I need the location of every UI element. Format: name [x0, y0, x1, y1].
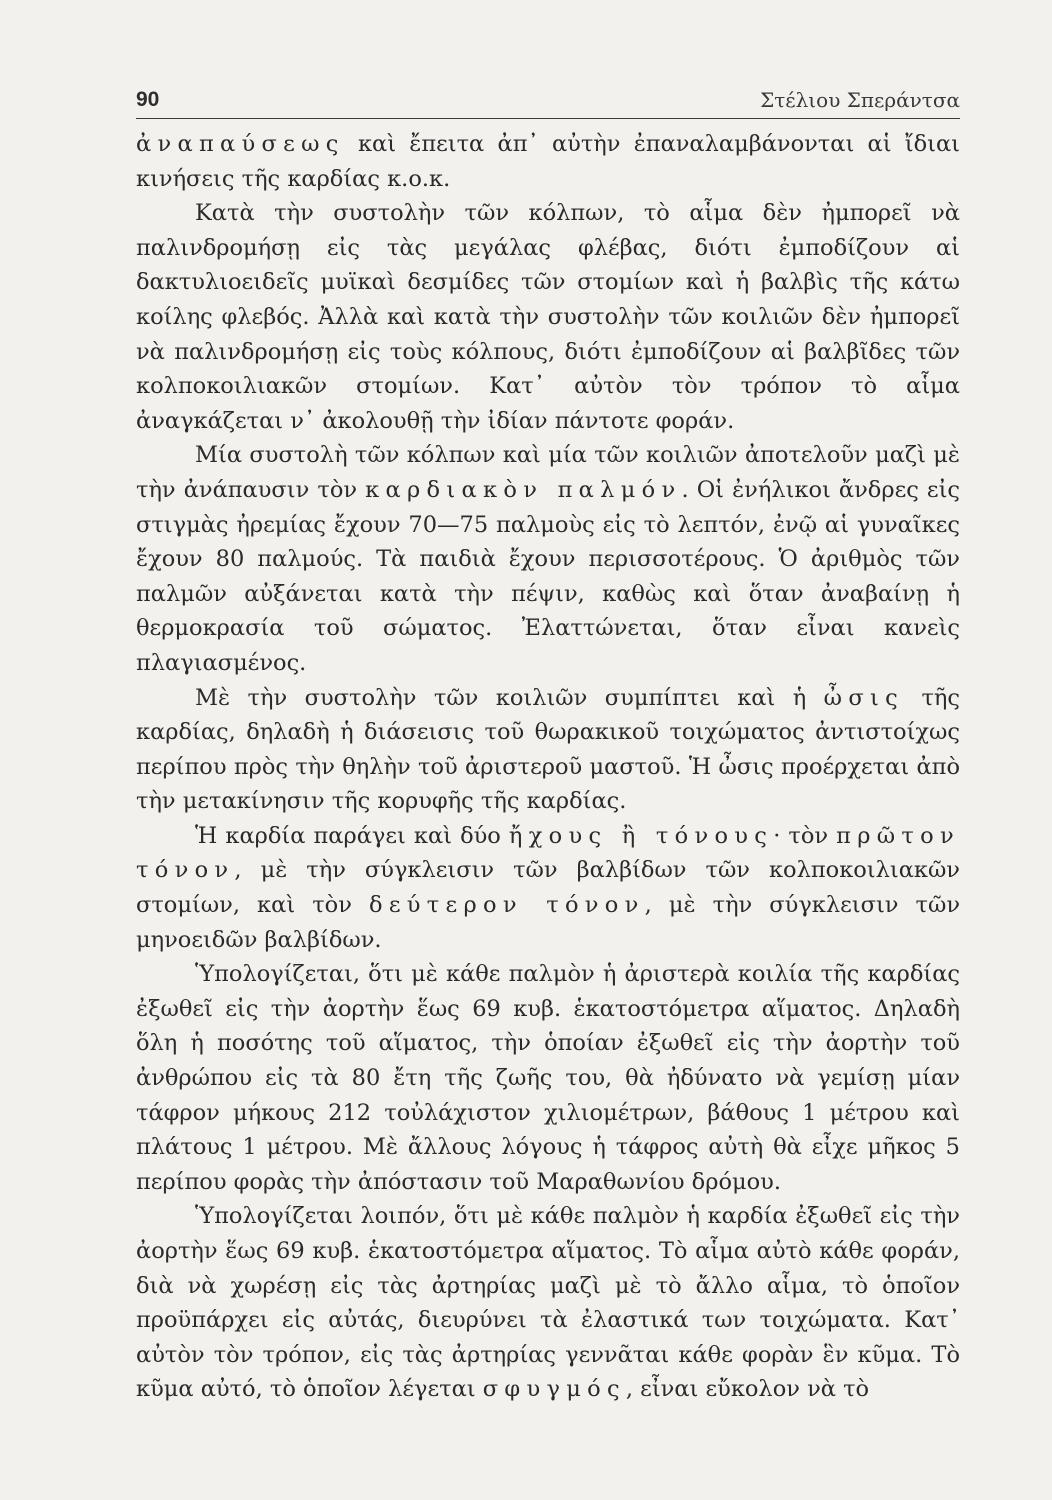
emphasized-term: ἀναπαύσεως: [136, 131, 345, 157]
emphasized-term: σφυγμός: [482, 1376, 626, 1403]
emphasized-term: ἤχους ἢ τόνους: [508, 822, 774, 849]
paragraph-text: , εἶναι εὔκολον νὰ τὸ: [625, 1376, 870, 1403]
paragraph-text: Μὲ τὴν συστολὴν τῶν κοιλιῶν συμπίπτει καὶ ἡ: [195, 684, 824, 711]
paragraph: [136, 957, 960, 1199]
paragraph-text: τῆς καρδίας, δηλαδὴ ἡ διάσεισις τοῦ θωρακικοῦ τοιχώματος ἀντιστοίχως περίπου πρὸς τὴν θηλὴν τοῦ ἀριστεροῦ μαστοῦ. Ἡ ὦσις προέρχεται ἀπὸ τὴν μετακίνησιν τῆς κορυφῆς τῆς καρδίας.: [136, 684, 960, 815]
emphasized-term: δεύτερον τόνον: [368, 892, 645, 919]
running-title: Στέλιου Σπεράντσα: [760, 88, 960, 112]
paragraph: [136, 127, 960, 196]
paragraph-text: Ὑπολογίζεται, ὅτι μὲ κάθε παλμὸν ἡ ἀριστερὰ κοιλία τῆς καρδίας ἐξωθεῖ εἰς τὴν ἀορτὴν ἕως 69 κυβ. ἑκατοστόμετρα αἵματος. Δηλαδὴ ὅλη ἡ ποσότης τοῦ αἵματος, τὴν ὁποίαν ἐξωθεῖ εἰς τὴν ἀορτὴν τοῦ ἀνθρώπου εἰς τὰ 80 ἔτη τῆς ζωῆς του, θὰ ἠδύνατο νὰ γεμίσῃ μίαν τάφρον μήκους 212 τοὐλάχιστον χιλιομέτρων, βάθους 1 μέτρου καὶ πλάτους 1 μέτρου. Μὲ ἄλλους λόγους ἡ τάφρος αὐτὴ θὰ εἶχε μῆκος 5 περίπου φορὰς τὴν ἀπόστασιν τοῦ Μαραθωνίου δρόμου.: [136, 961, 960, 1195]
paragraph-text: καὶ ἔπειτα ἀπ᾽ αὐτὴν ἐπαναλαμβάνονται αἱ ἴδιαι κινήσεις τῆς καρδίας κ.ο.κ.: [136, 131, 960, 192]
paragraph: [136, 438, 960, 680]
paragraph-text: , μὲ τὴν σύγκλεισιν τῶν βαλβίδων τῶν κολποκοιλιακῶν στομίων, καὶ τὸν: [136, 857, 960, 919]
paragraph: [136, 819, 960, 957]
emphasized-term: ὦσις: [823, 684, 905, 711]
page-number: 90: [136, 88, 160, 111]
paragraph-text: Μία συστολὴ τῶν κόλπων καὶ μία τῶν κοιλιῶν ἀποτελοῦν μαζὶ μὲ τὴν ἀνάπαυσιν τὸν: [136, 442, 960, 503]
paragraph-text: Ἡ καρδία παράγει καὶ δύο: [195, 822, 509, 849]
paragraph: [136, 681, 960, 819]
paragraph-text: Ὑπολογίζεται λοιπόν, ὅτι μὲ κάθε παλμὸν ἡ καρδία ἐξωθεῖ εἰς τὴν ἀορτὴν ἕως 69 κυβ. ἑκατοστόμετρα αἵματος. Τὸ αἷμα αὐτὸ κάθε φοράν, διὰ νὰ χωρέσῃ εἰς τὰς ἀρτηρίας μαζὶ μὲ τὸ ἄλλο αἷμα, τὸ ὁποῖον προϋπάρχει εἰς αὐτάς, διευρύνει τὰ ἐλαστικά των τοιχώματα. Κατ᾽ αὐτὸν τὸν τρόπον, εἰς τὰς ἀρτηρίας γεννᾶται κάθε φορὰν ἓν κῦμα. Τὸ κῦμα αὐτό, τὸ ὁποῖον λέγεται: [136, 1203, 960, 1403]
page-header: [136, 84, 960, 119]
paragraph: [136, 196, 960, 438]
paragraph: [136, 1199, 960, 1407]
body-text: [136, 127, 960, 1407]
emphasized-term: πρῶτον τόνον: [136, 822, 960, 884]
paragraph-text: . Οἱ ἐνήλικοι ἄνδρες εἰς στιγμὰς ἠρεμίας ἔχουν 70—75 παλμοὺς εἰς τὸ λεπτόν, ἐνῷ αἱ γυναῖκες ἔχουν 80 παλμούς. Τὰ παιδιὰ ἔχουν περισσοτέρους. Ὁ ἀριθμὸς τῶν παλμῶν αὐξάνεται κατὰ τὴν πέψιν, καθὼς καὶ ὅταν ἀναβαίνῃ ἡ θερμοκρασία τοῦ σώματος. Ἐλαττώνεται, ὅταν εἶναι κανεὶς πλαγιασμένος.: [136, 476, 961, 676]
paragraph-text: Κατὰ τὴν συστολὴν τῶν κόλπων, τὸ αἷμα δὲν ἠμπορεῖ νὰ παλινδρομήσῃ εἰς τὰς μεγάλας φλέβας, διότι ἐμποδίζουν αἱ δακτυλιοειδεῖς μυϊκαὶ δεσμίδες τῶν στομίων καὶ ἡ βαλβὶς τῆς κάτω κοίλης φλεβός. Ἀλλὰ καὶ κατὰ τὴν συστολὴν τῶν κοιλιῶν δὲν ἠμπορεῖ νὰ παλινδρομήσῃ εἰς τοὺς κόλπους, διότι ἐμποδίζουν αἱ βαλβῖδες τῶν κολποκοιλιακῶν στομίων. Κατ᾽ αὐτὸν τὸν τρόπον τὸ αἷμα ἀναγκάζεται ν᾽ ἀκολουθῇ τὴν ἰδίαν πάντοτε φοράν.: [136, 200, 960, 434]
paragraph-text: · τὸν: [773, 822, 837, 849]
emphasized-term: καρδιακὸν παλμόν: [365, 476, 682, 503]
paragraph-text: , μὲ τὴν σύγκλεισιν τῶν μηνοειδῶν βαλβίδων.: [136, 892, 961, 953]
